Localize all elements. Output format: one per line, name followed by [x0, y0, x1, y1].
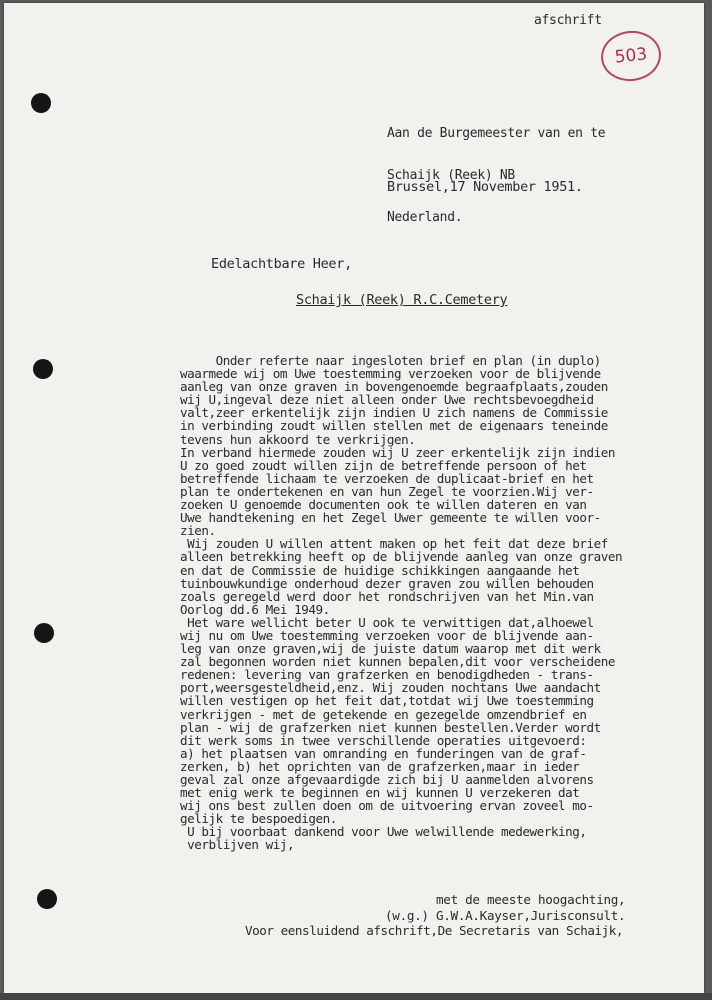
archive-number: 503 [613, 44, 649, 68]
punch-hole-bottom [37, 889, 57, 909]
body-line: zoals geregeld werd door het rondschrijven van het Min.van [180, 588, 594, 604]
body-line: verblijven wij, [180, 837, 295, 853]
body-line: zien. [180, 523, 216, 539]
document-page [4, 3, 704, 993]
body-line: Wij zouden U willen attent maken op het feit dat deze brief [180, 536, 608, 552]
body-line: met enig werk te beginnen en wij kunnen U verzekeren dat [180, 785, 580, 801]
body-line: port,weersgesteldheid,enz. Wij zouden nochtans Uwe aandacht [180, 680, 601, 696]
body-line: U bij voorbaat dankend voor Uwe welwillende medewerking, [180, 824, 587, 840]
scan-bottom-edge [0, 993, 712, 1000]
body-line: tevens hun akkoord te verkrijgen. [180, 431, 416, 447]
body-line: tuinbouwkundige onderhoud dezer graven zou willen behouden [180, 575, 594, 591]
body-line: zoeken U genoemde documenten ook te willen dateren en van [180, 497, 587, 513]
body-line: In verband hiermede zouden wij U zeer erkentelijk zijn indien [180, 444, 616, 460]
body-line: wij U,ingeval deze niet alleen onder Uwe rechtsbevoegdheid [180, 392, 594, 408]
body-line: Het ware wellicht beter U ook te verwittigen dat,alhoewel [180, 614, 594, 630]
body-line: gelijk te bespoedigen. [180, 811, 337, 827]
body-line: zerken, b) het oprichten van de grafzerken,maar in ieder [180, 758, 580, 774]
body-line: zal begonnen worden niet kunnen bepalen,dit voor verscheidene [180, 654, 616, 670]
certification-line: Voor eensluidend afschrift,De Secretaris van Schaijk, [245, 923, 624, 938]
body-line: U zo goed zoudt willen zijn de betreffende persoon of het [180, 457, 587, 473]
subject-line: Schaijk (Reek) R.C.Cemetery [296, 292, 508, 308]
body-line: valt,zeer erkentelijk zijn indien U zich namens de Commissie [180, 405, 608, 421]
letter-body [180, 354, 622, 852]
punch-hole-lower [34, 623, 54, 643]
salutation: Edelachtbare Heer, [211, 256, 352, 272]
body-line: betreffende lichaam te verzoeken de duplicaat-brief en het [180, 470, 594, 486]
body-line: waarmede wij om Uwe toestemming verzoeken voor de blijvende [180, 366, 601, 382]
address-line: Schaijk (Reek) NB [387, 168, 515, 183]
body-line: in verbinding zoudt willen stellen met de eigenaars teneinde [180, 418, 608, 434]
body-line: leg van onze graven,wij de juiste datum waarop met dit werk [180, 641, 601, 657]
body-line: verkrijgen - met de getekende en gezegelde omzendbrief en [180, 706, 587, 722]
body-line: Onder referte naar ingesloten brief en plan (in duplo) [180, 353, 601, 368]
body-line: aanleg van onze graven in bovengenoemde begraafplaats,zouden [180, 379, 608, 395]
body-line: en dat de Commissie de huidige schikkingen aangaande het [180, 562, 580, 578]
body-line: a) het plaatsen van omranding en funderingen van de graf- [180, 745, 587, 761]
body-line: Oorlog dd.6 Mei 1949. [180, 601, 330, 617]
address-line: Nederland. [387, 210, 463, 225]
body-line: Uwe handtekening en het Zegel Uwer gemeente te willen voor- [180, 510, 601, 526]
archive-number-stamp [599, 28, 664, 84]
closing-formula: met de meeste hoogachting, [436, 892, 626, 907]
punch-hole-middle [33, 359, 53, 379]
address-line: Aan de Burgemeester van en te [387, 126, 606, 141]
body-line: dit werk soms in twee verschillende operaties uitgevoerd: [180, 732, 587, 748]
body-line: geval zal onze afgevaardigde zich bij U aanmelden alvorens [180, 772, 594, 787]
body-line: plan te ondertekenen en van hun Zegel te voorzien.Wij ver- [180, 483, 594, 499]
punch-hole-top [31, 93, 51, 113]
body-line: wij nu om Uwe toestemming verzoeken voor de blijvende aan- [180, 627, 594, 643]
body-line: wij ons best zullen doen om de uitvoering ervan zoveel mo- [180, 798, 594, 814]
recipient-address [387, 99, 605, 253]
place-date: Brussel,17 November 1951. [387, 179, 583, 195]
body-line: redenen: levering van grafzerken en benodigdheden - trans- [180, 667, 594, 683]
body-line: alleen betrekking heeft op de blijvende aanleg van onze graven [180, 549, 623, 565]
body-line: plan - wij de grafzerken niet kunnen bestellen.Verder wordt [180, 719, 601, 735]
signature-line: (w.g.) G.W.A.Kayser,Jurisconsult. [385, 908, 626, 923]
copy-label: afschrift [534, 13, 602, 28]
body-line: willen vestigen op het feit dat,totdat wij Uwe toestemming [180, 693, 594, 709]
